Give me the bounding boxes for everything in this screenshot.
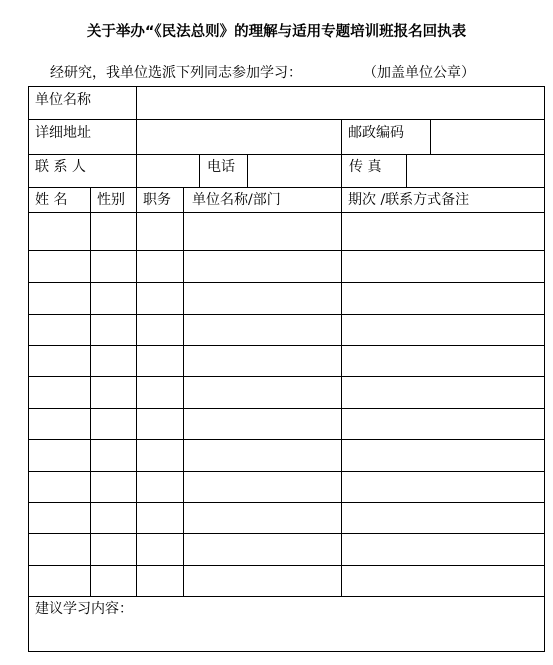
contact-label: 联 系 人 [35, 159, 86, 175]
postcode-label: 邮政编码 [348, 125, 404, 141]
col-line [199, 154, 200, 187]
table-border-left [28, 86, 29, 652]
column-header-position: 职务 [143, 192, 171, 208]
col-line [341, 119, 342, 154]
col-line [247, 154, 248, 187]
row-line [28, 439, 545, 440]
row-line [28, 212, 545, 213]
stamp-note: （加盖单位公章） [363, 65, 475, 81]
column-header-session-note: 期次 /联系方式备注 [348, 192, 470, 208]
row-line [28, 533, 545, 534]
col-line [341, 154, 342, 187]
row-line [28, 376, 545, 377]
fax-label: 传 真 [349, 159, 382, 175]
col-line [430, 119, 431, 154]
column-header-name: 姓 名 [35, 192, 68, 208]
table-border-bottom [28, 651, 545, 652]
col-line [406, 154, 407, 187]
form-title: 关于举办“《民法总则》的理解与适用专题培训班报名回执表 [86, 24, 467, 40]
row-line [28, 596, 545, 597]
row-line [28, 119, 545, 120]
row-line [28, 250, 545, 251]
suggestion-label: 建议学习内容： [35, 601, 133, 617]
col-line [136, 187, 137, 596]
row-line [28, 565, 545, 566]
row-line [28, 314, 545, 315]
row-line [28, 345, 545, 346]
address-label: 详细地址 [35, 125, 91, 141]
row-line [28, 502, 545, 503]
col-line [90, 187, 91, 596]
table-border-right [544, 86, 545, 652]
column-header-gender: 性别 [97, 192, 125, 208]
table-border-top [28, 86, 545, 87]
phone-label: 电话 [207, 159, 235, 175]
row-line [28, 471, 545, 472]
col-line [341, 187, 342, 596]
col-line [183, 187, 184, 596]
row-line [28, 282, 545, 283]
row-line [28, 187, 545, 188]
intro-text: 经研究，我单位选派下列同志参加学习： [50, 65, 302, 81]
row-line [28, 154, 545, 155]
column-header-unit-dept: 单位名称/部门 [192, 192, 281, 208]
row-line [28, 408, 545, 409]
col-line [136, 86, 137, 187]
unit-name-label: 单位名称 [35, 92, 91, 108]
